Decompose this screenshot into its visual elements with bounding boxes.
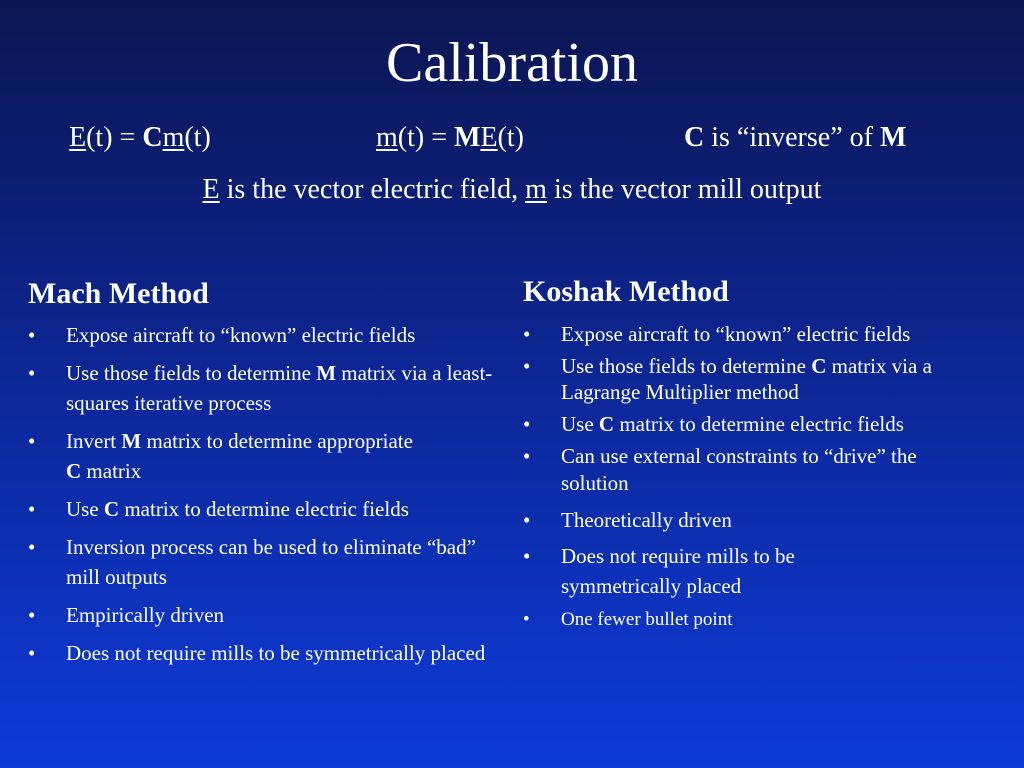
bullet-icon: • [523, 544, 531, 568]
item-bold: C [103, 497, 120, 521]
bullet-icon: • [28, 361, 36, 385]
item-text: Use [561, 412, 599, 436]
koshak-method-heading: Koshak Method [523, 275, 729, 308]
item-text: Use [66, 497, 104, 521]
desc-text: is the vector electric field, [219, 174, 526, 205]
mach-method-heading: Mach Method [28, 277, 209, 310]
mach-method-list [28, 320, 508, 676]
symbol-e: E [480, 122, 498, 153]
bullet-icon: • [523, 508, 531, 532]
item-text: One fewer bullet point [561, 609, 733, 630]
eq-text: (t) = [397, 122, 454, 153]
equation-inverse-note [684, 120, 906, 156]
list-item [523, 505, 993, 535]
symbol-e: E [202, 174, 220, 205]
list-item [28, 320, 508, 350]
item-text: Empirically driven [66, 603, 225, 627]
bullet-icon: • [28, 323, 36, 347]
list-item [28, 600, 508, 630]
item-text: Theoretically driven [561, 508, 732, 532]
item-text: Expose aircraft to “known” electric fields [66, 323, 416, 347]
eq-text: (t) [497, 122, 524, 153]
symbol-c: C [684, 122, 705, 153]
list-item [523, 353, 993, 405]
item-text: Inversion process can be used to eliminate “bad” mill outputs [66, 535, 476, 589]
bullet-icon: • [28, 497, 36, 521]
equation-m-of-t [376, 120, 524, 156]
item-text: Does not require mills to be symmetrically placed [66, 641, 486, 665]
item-text: Use those fields to determine [561, 354, 812, 378]
bullet-icon: • [523, 322, 531, 346]
eq-text: is “inverse” of [704, 122, 880, 153]
item-bold: C [811, 354, 827, 378]
item-text: matrix to determine electric fields [119, 497, 409, 521]
list-item [523, 409, 993, 439]
symbol-m: m [376, 122, 398, 153]
bullet-icon: • [523, 412, 531, 436]
bullet-icon: • [523, 444, 531, 468]
item-text: matrix [81, 459, 142, 483]
vector-description [0, 172, 1024, 208]
bullet-icon: • [28, 535, 36, 559]
item-text: Does not require mills to be symmetrically placed [561, 544, 795, 598]
koshak-method-list [523, 319, 993, 639]
symbol-c: C [142, 122, 163, 153]
eq-text: (t) [184, 122, 211, 153]
item-text: matrix to determine appropriate [141, 429, 413, 453]
bullet-icon: • [523, 609, 530, 630]
symbol-m-matrix: M [879, 122, 907, 153]
list-item [28, 358, 508, 418]
eq-text: (t) = [86, 122, 143, 153]
item-text: Can use external constraints to “drive” the solution [561, 444, 917, 495]
bullet-icon: • [28, 603, 36, 627]
item-bold: M [121, 429, 142, 453]
list-item [28, 494, 508, 524]
bullet-icon: • [28, 429, 36, 453]
symbol-m: m [162, 122, 185, 153]
item-text: Invert [66, 429, 122, 453]
item-bold: M [316, 361, 337, 385]
list-item [523, 319, 961, 349]
bullet-icon: • [523, 354, 531, 378]
item-bold: C [598, 412, 615, 436]
item-bold: C [66, 459, 82, 483]
list-item [523, 605, 993, 635]
list-item [28, 638, 508, 668]
item-text: Expose aircraft to “known” electric fields [561, 322, 911, 346]
equation-e-of-t [69, 120, 211, 156]
symbol-m-matrix: M [454, 122, 481, 153]
bullet-icon: • [28, 641, 36, 665]
item-text: matrix via a least-squares iterative process [66, 361, 493, 415]
list-item [523, 443, 981, 497]
list-item [28, 426, 508, 486]
item-text: matrix via a Lagrange Multiplier method [561, 354, 932, 404]
item-text: matrix to determine electric fields [614, 412, 904, 436]
symbol-e: E [69, 122, 87, 153]
desc-text: is the vector mill output [546, 174, 822, 205]
item-text: Use those fields to determine [66, 361, 317, 385]
list-item [523, 541, 891, 601]
list-item [28, 532, 508, 592]
slide-title: Calibration [386, 32, 638, 94]
symbol-m: m [525, 174, 547, 205]
